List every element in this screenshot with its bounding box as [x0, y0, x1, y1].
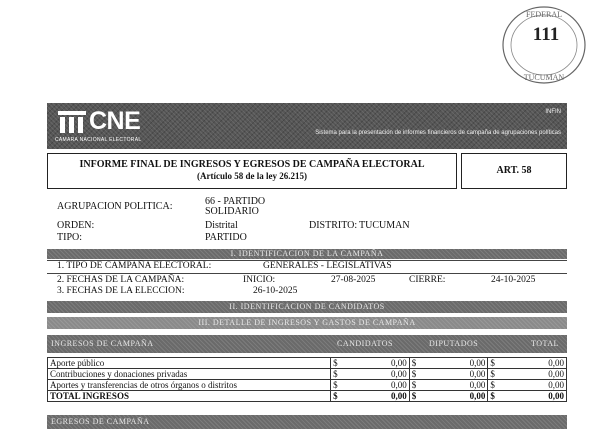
- amount-value: 0,00: [548, 369, 564, 379]
- system-tag: INFIN: [545, 109, 561, 115]
- brand-title: CNE: [89, 107, 141, 135]
- cne-logo-icon: [57, 109, 87, 135]
- amount-value: 0,00: [391, 380, 407, 390]
- section-candidatos-bar: II. IDENTIFICACION DE CANDIDATOS: [47, 301, 567, 313]
- stamp-number: 111: [532, 24, 560, 45]
- article-box: ART. 58: [461, 153, 567, 189]
- table-cell-monto: [488, 391, 567, 402]
- currency-symbol: $: [490, 380, 495, 390]
- agrupacion-label: AGRUPACION POLITICA:: [57, 201, 173, 212]
- currency-symbol: $: [490, 391, 495, 401]
- ingresos-header-diputados: DIPUTADOS: [429, 339, 479, 348]
- amount-value: 0,00: [391, 358, 407, 368]
- cne-banner: [47, 103, 567, 149]
- table-cell-monto: [331, 380, 410, 391]
- currency-symbol: $: [333, 369, 338, 379]
- stamp-text-top: FEDERAL: [526, 10, 562, 19]
- table-cell-concepto: Contribuciones y donaciones privadas: [48, 369, 331, 380]
- fecha-eleccion-value: 26-10-2025: [253, 286, 298, 296]
- amount-value: 0,00: [391, 369, 407, 379]
- table-cell-monto: [331, 391, 410, 402]
- table-cell-concepto: Aporte público: [48, 358, 331, 369]
- table-cell-monto: [488, 358, 567, 369]
- campaign-report-form: [47, 103, 567, 430]
- currency-symbol: $: [333, 380, 338, 390]
- fecha-eleccion-label: 3. FECHAS DE LA ELECCION:: [57, 286, 185, 296]
- amount-value: 0,00: [469, 358, 486, 368]
- distrito-label: DISTRITO:: [309, 220, 358, 231]
- currency-symbol: $: [411, 358, 417, 368]
- report-subtitle: (Artículo 58 de la ley 26.215): [197, 171, 307, 181]
- section-identificacion-bar: I. IDENTIFICACION DE LA CAMPAÑA: [47, 249, 567, 259]
- amount-value: 0,00: [548, 380, 564, 390]
- table-cell-monto: [331, 358, 410, 369]
- currency-symbol: $: [490, 358, 495, 368]
- currency-symbol: $: [411, 391, 417, 401]
- table-cell-monto: [409, 380, 488, 391]
- amount-value: 0,00: [469, 380, 486, 390]
- tipo-campana-value: GENERALES - LEGISLATIVAS: [263, 261, 392, 271]
- report-title-box: [47, 153, 457, 189]
- system-subtitle: Sistema para la presentación de informes financieros de campaña de agrupaciones políticas: [315, 130, 561, 136]
- amount-value: 0,00: [391, 391, 407, 401]
- distrito-value: TUCUMAN: [359, 220, 410, 231]
- section-ingresos-gastos-bar: III. DETALLE DE INGRESOS Y GASTOS DE CAMPAÑA: [47, 317, 567, 329]
- ingresos-header-candidatos: CANDIDATOS: [337, 339, 393, 348]
- table-cell-monto: [409, 358, 488, 369]
- brand-subtitle: CAMARA NACIONAL ELECTORAL: [55, 137, 142, 143]
- amount-value: 0,00: [548, 391, 564, 401]
- table-cell-monto: [331, 369, 410, 380]
- divider: [47, 273, 567, 274]
- cierre-label: CIERRE:: [409, 275, 446, 285]
- stamp-text-bottom: TUCUMAN: [523, 73, 565, 82]
- tipo-value: PARTIDO: [205, 232, 247, 243]
- table-cell-concepto: Aportes y transferencias de otros órganos o distritos: [48, 380, 331, 391]
- egresos-header-bar: [47, 415, 567, 429]
- table-cell-monto: [409, 369, 488, 380]
- amount-value: 0,00: [469, 369, 486, 379]
- cierre-value: 24-10-2025: [491, 275, 536, 285]
- currency-symbol: $: [333, 358, 338, 368]
- inicio-value: 27-08-2025: [331, 275, 376, 285]
- orden-value: Distrital: [205, 220, 238, 231]
- table-row: [48, 380, 567, 391]
- tipo-campana-label: 1. TIPO DE CAMPAÑA ELECTORAL:: [57, 261, 212, 271]
- amount-value: 0,00: [469, 391, 486, 401]
- report-title: INFORME FINAL DE INGRESOS Y EGRESOS DE CAMPAÑA ELECTORAL: [79, 159, 425, 170]
- ingresos-table: [47, 357, 567, 402]
- table-cell-monto: [488, 380, 567, 391]
- tipo-label: TIPO:: [57, 232, 82, 243]
- agrupacion-value-line1: 66 - PARTIDO: [205, 196, 266, 207]
- orden-label: ORDEN:: [57, 220, 95, 231]
- currency-symbol: $: [411, 380, 417, 390]
- ingresos-header-bar: [47, 335, 567, 353]
- amount-value: 0,00: [548, 358, 564, 368]
- currency-symbol: $: [490, 369, 495, 379]
- inicio-label: INICIO:: [243, 275, 276, 285]
- table-row: [48, 391, 567, 402]
- currency-symbol: $: [411, 369, 417, 379]
- ingresos-header-concepto: INGRESOS DE CAMPAÑA: [51, 339, 154, 348]
- currency-symbol: $: [333, 391, 338, 401]
- table-cell-monto: [488, 369, 567, 380]
- fechas-campana-label: 2. FECHAS DE LA CAMPAÑA:: [57, 275, 185, 285]
- table-cell-concepto: TOTAL INGRESOS: [48, 391, 331, 402]
- table-row: [48, 358, 567, 369]
- egresos-header-label: EGRESOS DE CAMPAÑA: [51, 417, 150, 426]
- ingresos-header-total: TOTAL: [531, 339, 559, 348]
- agrupacion-value-line2: SOLIDARIO: [205, 206, 259, 217]
- table-row: [48, 369, 567, 380]
- table-cell-monto: [409, 391, 488, 402]
